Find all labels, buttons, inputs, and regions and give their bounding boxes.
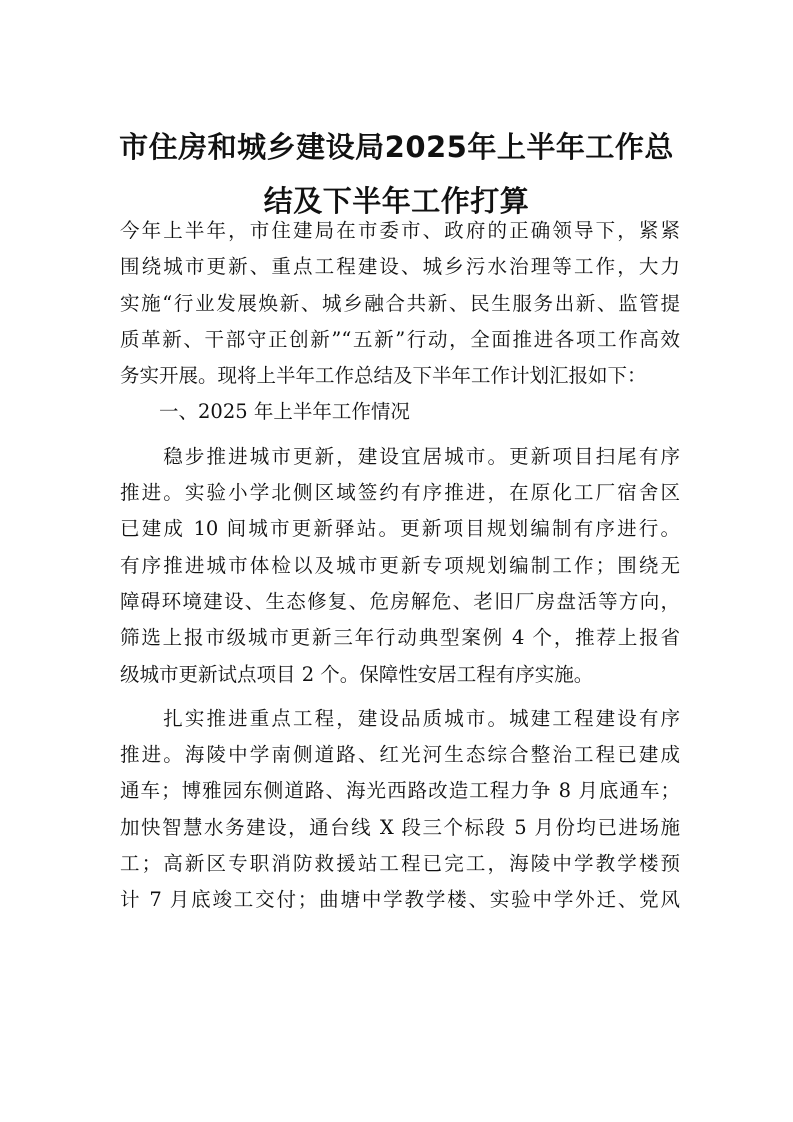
text-line: 级城市更新试点项目 2 个。保障性安居工程有序实施。 [120, 662, 594, 686]
text-line: 筛选上报市级城市更新三年行动典型案例 4 个，推荐上报省 [120, 626, 680, 650]
text-line: 推进。实验小学北侧区域签约有序推进，在原化工厂宿舍区 [120, 481, 680, 505]
text-line: 通车；博雅园东侧道路、海光西路改造工程力争 8 月底通车； [120, 779, 680, 803]
text-line: 有序推进城市体检以及城市更新专项规划编制工作；围绕无 [120, 553, 680, 577]
intro-paragraph [120, 213, 680, 394]
paragraph-gap [120, 693, 680, 701]
text-line: 实施“行业发展焕新、城乡融合共新、民生服务出新、监管提 [120, 291, 680, 315]
text-line: 质革新、干部守正创新”“五新”行动，全面推进各项工作高效 [120, 327, 680, 351]
section-heading: 一、2025 年上半年工作情况 [120, 400, 410, 424]
text-line: 务实开展。现将上半年工作总结及下半年工作计划汇报如下： [120, 364, 647, 388]
title-line: 结及下半年工作打算 [263, 184, 530, 218]
text-line: 已建成 10 间城市更新驿站。更新项目规划编制有序进行。 [120, 517, 680, 541]
text-line: 加快智慧水务建设，通台线 X 段三个标段 5 月份均已进场施 [120, 815, 680, 839]
title-line: 市住房和城乡建设局2025年上半年工作总 [119, 130, 674, 164]
text-line: 围绕城市更新、重点工程建设、城乡污水治理等工作，大力 [120, 255, 680, 279]
text-line: 计 7 月底竣工交付；曲塘中学教学楼、实验中学外迁、党风 [120, 888, 680, 912]
document-title [100, 120, 693, 228]
text-line: 障碍环境建设、生态修复、危房解危、老旧厂房盘活等方向， [120, 589, 680, 613]
text-line: 稳步推进城市更新，建设宜居城市。更新项目扫尾有序 [120, 444, 680, 468]
body-paragraph-1 [120, 439, 680, 693]
text-line: 推进。海陵中学南侧道路、红光河生态综合整治工程已建成 [120, 743, 680, 767]
body-paragraph-2 [120, 701, 680, 919]
text-line: 扎实推进重点工程，建设品质城市。城建工程建设有序 [120, 706, 680, 730]
text-line: 今年上半年，市住建局在市委市、政府的正确领导下，紧紧 [120, 219, 680, 242]
paragraph-gap [120, 431, 680, 439]
document-body [120, 213, 680, 919]
text-line: 工；高新区专职消防救援站工程已完工，海陵中学教学楼预 [120, 852, 680, 876]
